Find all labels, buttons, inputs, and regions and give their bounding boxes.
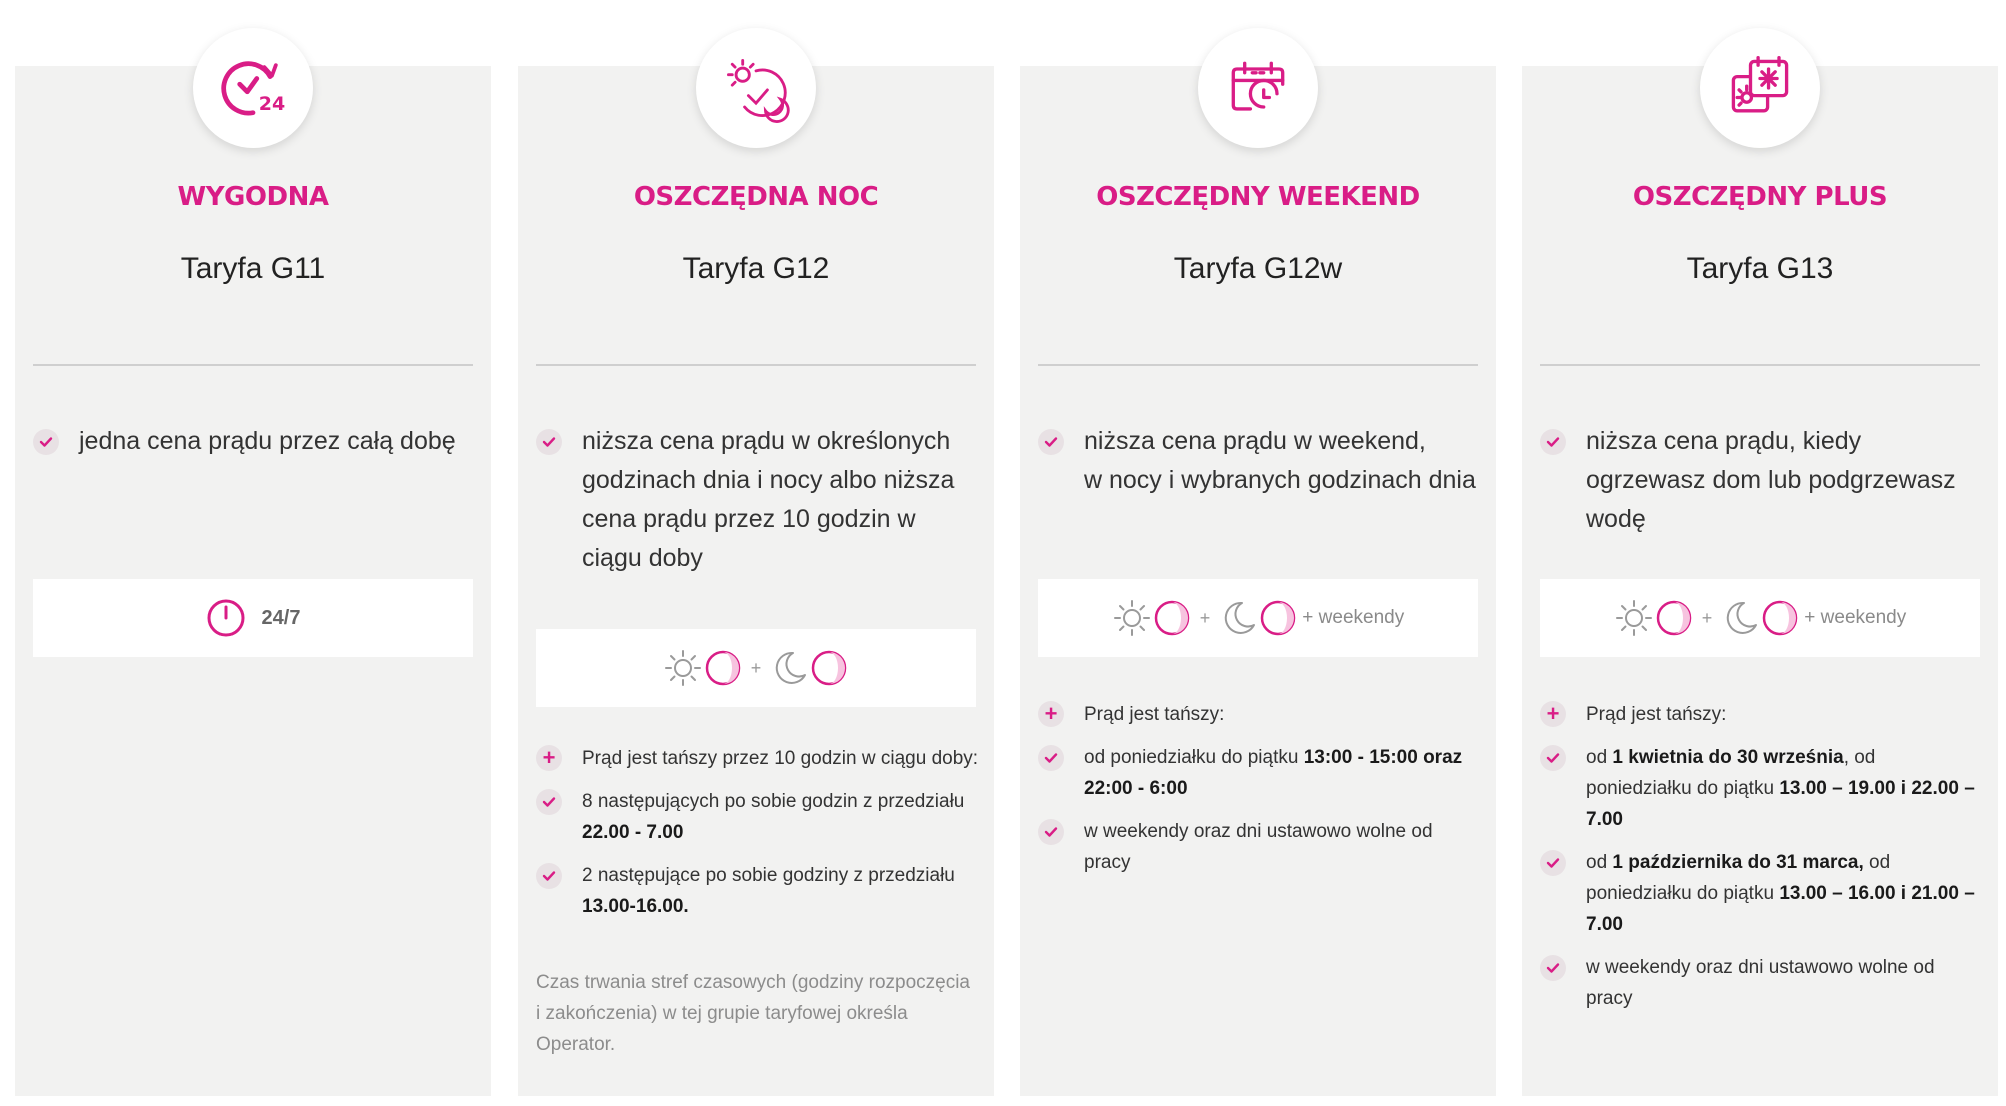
half-circle-icon xyxy=(1760,598,1800,638)
details-item: od 1 października do 31 marca, od poniedziałku do piątku 13.00 – 16.00 i 21.00 – 7.00 xyxy=(1540,847,1984,940)
tariff-badge xyxy=(696,28,816,148)
sun-icon xyxy=(1112,598,1152,638)
operator-note: Czas trwania stref czasowych (godziny rozpoczęcia i zakończenia) w tej grupie taryfowej określa Operator. xyxy=(536,972,971,1055)
moon-icon xyxy=(1218,598,1258,638)
tariff-title: OSZCZĘDNY PLUS xyxy=(1632,182,1888,212)
sun-icon xyxy=(663,648,703,688)
details-item: od poniedziałku do piątku 13:00 - 15:00 oraz 22:00 - 6:00 xyxy=(1038,742,1482,804)
season-calendar-icon xyxy=(1722,50,1798,126)
check-icon xyxy=(536,429,562,455)
tariff-description xyxy=(1038,422,1482,500)
description-text: niższa cena prądu w określonych godzinach dnia i nocy albo niższa cena prądu przez 10 godzin w ciągu doby xyxy=(582,427,955,572)
half-circle-icon xyxy=(703,648,743,688)
moon-icon xyxy=(769,648,809,688)
details-intro: + Prąd jest tańszy: xyxy=(1540,699,1984,730)
check-icon xyxy=(33,429,59,455)
check-icon xyxy=(536,789,562,815)
half-circle-icon xyxy=(1654,598,1694,638)
moon-icon xyxy=(1720,598,1760,638)
details-intro: + Prąd jest tańszy przez 10 godzin w ciągu doby: xyxy=(536,743,980,774)
description-text: niższa cena prądu, kiedy ogrzewasz dom lub podgrzewasz wodę xyxy=(1586,427,1956,533)
tariff-subtitle: Taryfa G11 xyxy=(180,252,326,285)
check-icon xyxy=(1038,819,1064,845)
time-zone-box xyxy=(1540,579,1980,657)
weekend-label: + weekendy xyxy=(1302,607,1405,628)
svg-text:24: 24 xyxy=(258,92,286,115)
tariff-details xyxy=(536,743,980,934)
time-zone-box xyxy=(536,629,976,707)
details-item: od 1 kwietnia do 30 września, od poniedziałku do piątku 13.00 – 19.00 i 22.00 – 7.00 xyxy=(1540,742,1984,835)
tariff-card-g11 xyxy=(15,66,491,1096)
tariff-badge xyxy=(1700,28,1820,148)
details-item: w weekendy oraz dni ustawowo wolne od pracy xyxy=(1540,952,1984,1014)
tariff-title: WYGODNA xyxy=(177,182,329,212)
plus-icon: + xyxy=(1540,701,1566,727)
check-icon xyxy=(536,863,562,889)
tariff-title: OSZCZĘDNY WEEKEND xyxy=(1096,182,1420,212)
tariff-badge xyxy=(1198,28,1318,148)
tariff-details xyxy=(1540,699,1984,1026)
clock-icon xyxy=(206,598,246,638)
tariff-card-g12 xyxy=(518,66,994,1096)
tariff-title: OSZCZĘDNA NOC xyxy=(633,182,879,212)
plus-separator: + xyxy=(1701,607,1713,628)
calendar-clock-icon xyxy=(1220,50,1296,126)
plus-icon: + xyxy=(1038,701,1064,727)
tariff-subtitle: Taryfa G12 xyxy=(682,252,830,285)
tariff-subtitle: Taryfa G12w xyxy=(1173,252,1343,285)
plus-separator: + xyxy=(750,657,762,678)
tariff-description xyxy=(33,422,477,461)
divider xyxy=(33,364,473,366)
plus-icon: + xyxy=(536,745,562,771)
tariff-subtitle: Taryfa G13 xyxy=(1686,252,1834,285)
check-icon xyxy=(1038,429,1064,455)
time-zone-box xyxy=(33,579,473,657)
half-circle-icon xyxy=(1152,598,1192,638)
sun-icon xyxy=(1614,598,1654,638)
check-icon xyxy=(1038,745,1064,771)
check-icon xyxy=(1540,850,1566,876)
check-icon xyxy=(1540,955,1566,981)
check-icon xyxy=(1540,429,1566,455)
half-circle-icon xyxy=(809,648,849,688)
time-zone-box xyxy=(1038,579,1478,657)
plus-separator: + xyxy=(1199,607,1211,628)
tariff-badge xyxy=(193,28,313,148)
tariff-card-g13 xyxy=(1522,66,1998,1096)
details-item: w weekendy oraz dni ustawowo wolne od pracy xyxy=(1038,816,1482,878)
clock-24-icon xyxy=(215,50,291,126)
half-circle-icon xyxy=(1258,598,1298,638)
details-item: 2 następujące po sobie godziny z przedziału 13.00-16.00. xyxy=(536,860,980,922)
time-label: 24/7 xyxy=(261,606,301,629)
weekend-label: + weekendy xyxy=(1804,607,1907,628)
tariff-description xyxy=(536,422,980,578)
tariff-details xyxy=(1038,699,1482,890)
description-text: niższa cena prądu w weekend, w nocy i wybranych godzinach dnia xyxy=(1084,427,1476,494)
check-icon xyxy=(1540,745,1566,771)
tariff-description xyxy=(1540,422,1984,539)
divider xyxy=(536,364,976,366)
details-item: 8 następujących po sobie godzin z przedziału 22.00 - 7.00 xyxy=(536,786,980,848)
description-text: jedna cena prądu przez całą dobę xyxy=(79,427,456,455)
tariff-card-g12w xyxy=(1020,66,1496,1096)
divider xyxy=(1540,364,1980,366)
day-night-icon xyxy=(718,50,794,126)
details-intro: + Prąd jest tańszy: xyxy=(1038,699,1482,730)
divider xyxy=(1038,364,1478,366)
